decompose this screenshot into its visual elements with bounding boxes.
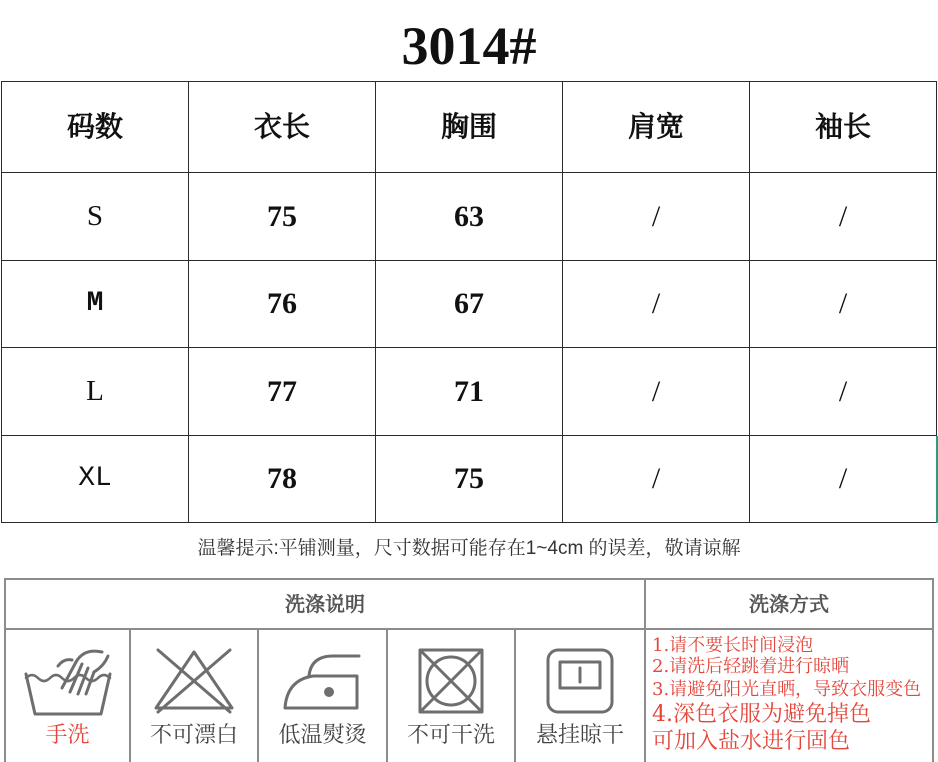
care-symbol-label: 不可干洗 bbox=[406, 723, 495, 748]
header-shoulder: 肩宽 bbox=[563, 82, 750, 173]
size-label-cell: XL bbox=[2, 436, 189, 523]
care-symbols-row bbox=[6, 630, 644, 762]
header-length: 衣长 bbox=[189, 82, 376, 173]
care-symbol-label: 手洗 bbox=[45, 723, 90, 748]
bust-cell: 75 bbox=[376, 436, 563, 523]
bust-cell: 67 bbox=[376, 261, 563, 348]
shoulder-cell: / bbox=[563, 261, 750, 348]
hand-wash-icon bbox=[18, 642, 118, 718]
care-method-header: 洗涤方式 bbox=[749, 592, 829, 616]
care-method-item: 2.请洗后轻跳着进行晾晒 bbox=[652, 656, 850, 677]
length-cell: 75 bbox=[189, 173, 376, 261]
care-method-item: 4.深色衣服为避免掉色 bbox=[652, 702, 871, 727]
no-bleach-icon bbox=[144, 642, 244, 718]
care-header-row bbox=[6, 580, 932, 630]
shoulder-cell: / bbox=[563, 436, 750, 523]
shoulder-cell: / bbox=[563, 173, 750, 261]
sleeve-cell: / bbox=[750, 436, 937, 523]
care-symbol-no-dry-clean bbox=[388, 630, 516, 762]
sleeve-cell: / bbox=[750, 173, 937, 261]
care-method-item: 3.请避免阳光直晒，导致衣服变色 bbox=[652, 679, 922, 700]
care-methods-list bbox=[646, 630, 932, 762]
care-symbol-no-bleach bbox=[131, 630, 259, 762]
care-symbol-label: 悬挂晾干 bbox=[535, 723, 624, 748]
care-symbol-label: 低温熨烫 bbox=[278, 723, 367, 748]
sleeve-cell: / bbox=[750, 261, 937, 348]
care-method-item: 1.请不要长时间浸泡 bbox=[652, 635, 814, 656]
size-chart-table bbox=[1, 81, 937, 523]
care-instructions-panel bbox=[4, 578, 934, 762]
bust-cell: 71 bbox=[376, 348, 563, 436]
size-label-cell: L bbox=[2, 348, 189, 436]
care-method-item: 可加入盐水进行固色 bbox=[652, 729, 851, 754]
care-symbol-hang-dry bbox=[516, 630, 644, 762]
hang-dry-icon bbox=[530, 642, 630, 718]
measurement-note: 温馨提示:平铺测量，尺寸数据可能存在1~4cm 的误差，敬请谅解 bbox=[197, 538, 741, 559]
length-cell: 78 bbox=[189, 436, 376, 523]
length-cell: 76 bbox=[189, 261, 376, 348]
care-symbol-hand-wash bbox=[6, 630, 131, 762]
care-symbol-low-iron bbox=[259, 630, 388, 762]
header-size: 码数 bbox=[2, 82, 189, 173]
bust-cell: 63 bbox=[376, 173, 563, 261]
header-sleeve: 袖长 bbox=[750, 82, 937, 173]
low-temperature-iron-icon bbox=[273, 642, 373, 718]
care-instructions-header: 洗涤说明 bbox=[285, 592, 365, 616]
care-symbol-label: 不可漂白 bbox=[149, 723, 238, 748]
length-cell: 77 bbox=[189, 348, 376, 436]
header-bust: 胸围 bbox=[376, 82, 563, 173]
product-code-title: 3014# bbox=[401, 16, 537, 76]
size-label-cell: S bbox=[2, 173, 189, 261]
no-dry-clean-icon bbox=[401, 642, 501, 718]
shoulder-cell: / bbox=[563, 348, 750, 436]
sleeve-cell: / bbox=[750, 348, 937, 436]
size-label-cell: M bbox=[2, 261, 189, 348]
